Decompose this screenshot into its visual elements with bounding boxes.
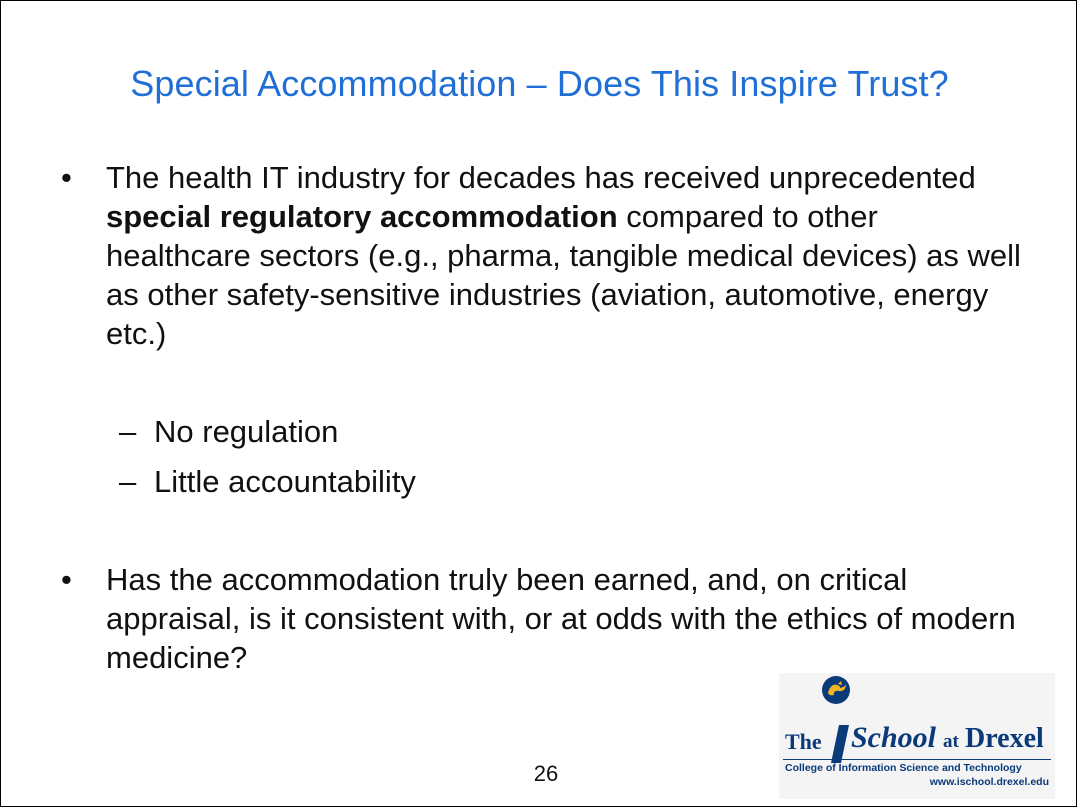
sub-bullet-text: Little accountability (154, 464, 416, 499)
logo-school: School (851, 721, 937, 754)
bullet-text-part: compared to other healthcare sectors (e.g., pharma, tangible medical devices) as well as other safety-sensitive industries (aviation, automotive, energy etc.) (106, 199, 1021, 351)
sub-bullet-marker: – (119, 414, 137, 449)
logo-drexel: Drexel (965, 723, 1044, 754)
dragon-emblem-icon (819, 675, 853, 705)
page-number: 26 (533, 761, 559, 786)
sub-bullet-text: No regulation (154, 414, 339, 449)
ischool-drexel-logo (779, 673, 1055, 799)
bullet-marker: • (61, 562, 72, 597)
bullet-text (106, 158, 1026, 353)
bullet-text: Has the accommodation truly been earned, and, on critical appraisal, is it consistent with, or at odds with the ethics of modern medicine? (106, 562, 1016, 675)
bullet-text-bold: special regulatory accommodation (106, 199, 618, 234)
bullet-marker: • (61, 160, 72, 195)
logo-college-name: College of Information Science and Technology (785, 762, 1022, 774)
bullet-text-part: The health IT industry for decades has received unprecedented (106, 160, 976, 195)
logo-url: www.ischool.drexel.edu (929, 776, 1049, 788)
sub-bullet-marker: – (119, 464, 137, 499)
logo-at: at (943, 731, 959, 752)
logo-divider (783, 759, 1051, 760)
logo-the: The (785, 729, 822, 754)
slide-title: Special Accommodation – Does This Inspire Trust? (130, 63, 949, 104)
